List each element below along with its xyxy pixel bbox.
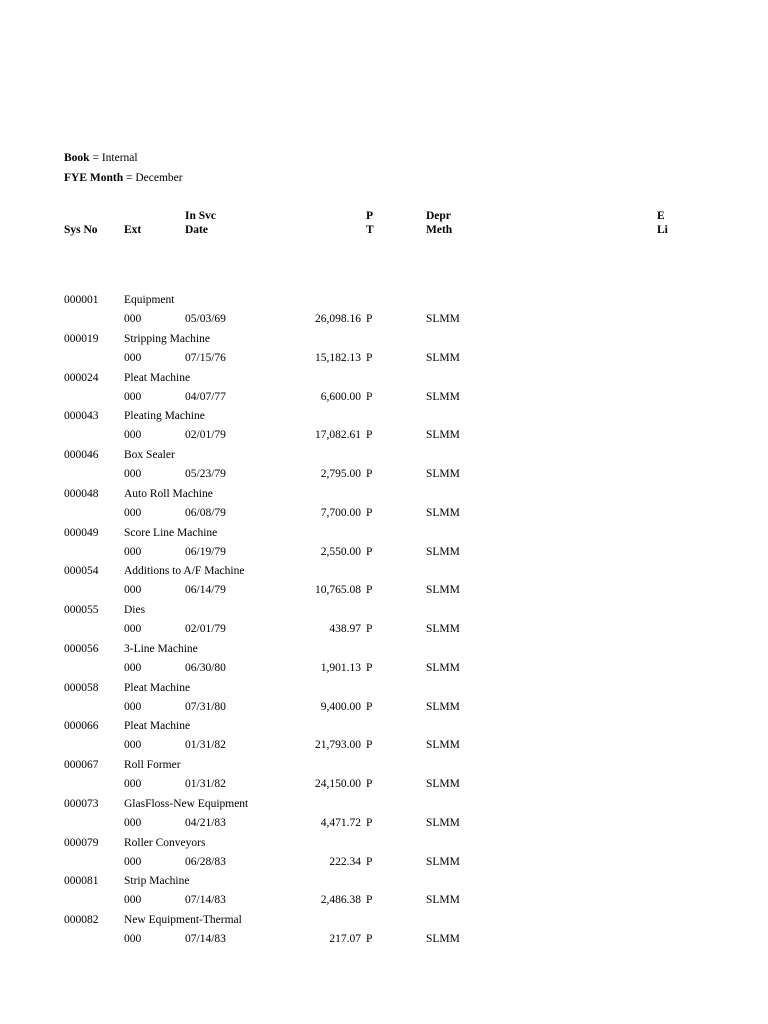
amount-cell: 2,486.38 <box>320 894 361 907</box>
amount-cell: 15,182.13 <box>315 351 361 364</box>
depr-method-cell: SLMM <box>426 778 460 790</box>
in-svc-date-cell: 06/14/79 <box>185 584 226 597</box>
amount-cell: 2,550.00 <box>320 545 361 558</box>
amount-cell: 4,471.72 <box>320 816 361 829</box>
amount-cell: 10,765.08 <box>315 584 361 597</box>
depr-method-cell: SLMM <box>426 584 460 597</box>
asset-list <box>0 292 768 951</box>
description-cell: New Equipment-Thermal <box>124 914 242 926</box>
property-type-cell: P <box>366 351 373 364</box>
depr-method-cell: SLMM <box>426 700 460 713</box>
ext-cell: 000 <box>124 933 142 945</box>
in-svc-date-cell: 07/14/83 <box>185 894 226 907</box>
amount-cell: 6,600.00 <box>320 390 361 403</box>
ext-cell: 000 <box>124 778 142 790</box>
description-cell: Stripping Machine <box>124 332 210 345</box>
depr-method-cell: SLMM <box>426 894 460 907</box>
header-est-life: E Li <box>657 210 668 236</box>
amount-cell: 222.34 <box>329 855 361 868</box>
in-svc-date-cell: 02/01/79 <box>185 429 226 442</box>
ext-cell: 000 <box>124 429 142 442</box>
fye-month-label: FYE Month <box>64 172 124 184</box>
ext-cell: 000 <box>124 545 142 558</box>
in-svc-date-cell: 06/19/79 <box>185 545 226 558</box>
sys-no-cell: 000048 <box>64 487 99 500</box>
sys-no-cell: 000046 <box>64 449 99 461</box>
property-type-cell: P <box>366 429 373 442</box>
property-type-cell: P <box>366 545 373 558</box>
property-type-cell: P <box>366 623 373 635</box>
description-cell: Equipment <box>124 294 175 306</box>
asset-row <box>0 486 768 525</box>
depr-method-cell: SLMM <box>426 390 460 403</box>
sys-no-cell: 000066 <box>64 720 99 733</box>
amount-cell: 2,795.00 <box>320 468 361 480</box>
asset-row <box>0 602 768 641</box>
description-cell: 3-Line Machine <box>124 642 198 655</box>
ext-cell: 000 <box>124 816 142 829</box>
depr-method-cell: SLMM <box>426 545 460 558</box>
fye-month-line <box>64 172 183 184</box>
description-cell: Additions to A/F Machine <box>124 565 245 578</box>
sys-no-cell: 000081 <box>64 875 99 888</box>
ext-cell: 000 <box>124 390 142 403</box>
sys-no-cell: 000082 <box>64 914 99 926</box>
sys-no-cell: 000067 <box>64 759 99 771</box>
sys-no-cell: 000058 <box>64 681 99 694</box>
property-type-cell: P <box>366 661 373 674</box>
description-cell: Pleat Machine <box>124 371 191 384</box>
description-cell: Auto Roll Machine <box>124 487 213 500</box>
asset-row <box>0 370 768 409</box>
asset-row <box>0 641 768 680</box>
description-cell: Roll Former <box>124 759 181 771</box>
header-property-type: P T <box>366 210 374 236</box>
property-type-cell: P <box>366 313 373 325</box>
depr-method-cell: SLMM <box>426 468 460 480</box>
fye-month-value: = December <box>123 172 183 184</box>
description-cell: Roller Conveyors <box>124 836 206 849</box>
asset-row <box>0 873 768 912</box>
in-svc-date-cell: 07/15/76 <box>185 351 226 364</box>
description-cell: Strip Machine <box>124 875 190 888</box>
ext-cell: 000 <box>124 739 142 752</box>
asset-row <box>0 835 768 874</box>
header-in-svc-date: In Svc Date <box>185 210 216 236</box>
depr-method-cell: SLMM <box>426 739 460 752</box>
in-svc-date-cell: 06/28/83 <box>185 855 226 868</box>
asset-row <box>0 563 768 602</box>
asset-row <box>0 757 768 796</box>
depr-method-cell: SLMM <box>426 313 460 325</box>
sys-no-cell: 000019 <box>64 332 99 345</box>
sys-no-cell: 000054 <box>64 565 99 578</box>
amount-cell: 26,098.16 <box>315 313 361 325</box>
in-svc-date-cell: 04/21/83 <box>185 816 226 829</box>
property-type-cell: P <box>366 506 373 519</box>
property-type-cell: P <box>366 778 373 790</box>
asset-row <box>0 718 768 757</box>
amount-cell: 1,901.13 <box>320 661 361 674</box>
ext-cell: 000 <box>124 855 142 868</box>
property-type-cell: P <box>366 468 373 480</box>
sys-no-cell: 000049 <box>64 526 99 539</box>
asset-row <box>0 525 768 564</box>
in-svc-date-cell: 01/31/82 <box>185 778 226 790</box>
amount-cell: 9,400.00 <box>320 700 361 713</box>
property-type-cell: P <box>366 700 373 713</box>
ext-cell: 000 <box>124 700 142 713</box>
ext-cell: 000 <box>124 661 142 674</box>
property-type-cell: P <box>366 894 373 907</box>
asset-row <box>0 447 768 486</box>
ext-cell: 000 <box>124 468 142 480</box>
in-svc-date-cell: 01/31/82 <box>185 739 226 752</box>
depr-method-cell: SLMM <box>426 623 460 635</box>
asset-row <box>0 680 768 719</box>
header-ext: Ext <box>124 224 142 236</box>
property-type-cell: P <box>366 933 373 945</box>
in-svc-date-cell: 04/07/77 <box>185 390 226 403</box>
in-svc-date-cell: 05/23/79 <box>185 468 226 480</box>
property-type-cell: P <box>366 855 373 868</box>
description-cell: Pleat Machine <box>124 681 191 694</box>
depr-method-cell: SLMM <box>426 661 460 674</box>
in-svc-date-cell: 02/01/79 <box>185 623 226 635</box>
asset-row <box>0 292 768 331</box>
depr-method-cell: SLMM <box>426 506 460 519</box>
asset-row <box>0 912 768 951</box>
in-svc-date-cell: 07/31/80 <box>185 700 226 713</box>
ext-cell: 000 <box>124 351 142 364</box>
ext-cell: 000 <box>124 313 142 325</box>
amount-cell: 438.97 <box>329 623 361 635</box>
ext-cell: 000 <box>124 894 142 907</box>
sys-no-cell: 000079 <box>64 836 99 849</box>
description-cell: Box Sealer <box>124 449 175 461</box>
ext-cell: 000 <box>124 506 142 519</box>
depr-method-cell: SLMM <box>426 816 460 829</box>
ext-cell: 000 <box>124 623 142 635</box>
property-type-cell: P <box>366 739 373 752</box>
description-cell: Dies <box>124 604 146 616</box>
amount-cell: 24,150.00 <box>315 778 361 790</box>
depr-method-cell: SLMM <box>426 933 460 945</box>
book-value: = Internal <box>89 152 138 164</box>
amount-cell: 217.07 <box>329 933 361 945</box>
ext-cell: 000 <box>124 584 142 597</box>
description-cell: GlasFloss-New Equipment <box>124 797 249 810</box>
depr-method-cell: SLMM <box>426 855 460 868</box>
property-type-cell: P <box>366 816 373 829</box>
description-cell: Score Line Machine <box>124 526 218 539</box>
in-svc-date-cell: 06/30/80 <box>185 661 226 674</box>
sys-no-cell: 000043 <box>64 410 99 423</box>
sys-no-cell: 000056 <box>64 642 99 655</box>
depr-method-cell: SLMM <box>426 351 460 364</box>
description-cell: Pleat Machine <box>124 720 191 733</box>
sys-no-cell: 000001 <box>64 294 99 306</box>
sys-no-cell: 000073 <box>64 797 99 810</box>
header-sys-no: Sys No <box>64 224 98 236</box>
property-type-cell: P <box>366 584 373 597</box>
asset-row <box>0 408 768 447</box>
sys-no-cell: 000055 <box>64 604 99 616</box>
book-label: Book <box>64 152 90 164</box>
description-cell: Pleating Machine <box>124 410 205 423</box>
depr-method-cell: SLMM <box>426 429 460 442</box>
property-type-cell: P <box>366 390 373 403</box>
in-svc-date-cell: 06/08/79 <box>185 506 226 519</box>
header-depr-meth: Depr Meth <box>426 210 453 236</box>
in-svc-date-cell: 07/14/83 <box>185 933 226 945</box>
asset-row <box>0 331 768 370</box>
in-svc-date-cell: 05/03/69 <box>185 313 226 325</box>
amount-cell: 7,700.00 <box>320 506 361 519</box>
asset-row <box>0 796 768 835</box>
amount-cell: 21,793.00 <box>315 739 361 752</box>
amount-cell: 17,082.61 <box>315 429 361 442</box>
sys-no-cell: 000024 <box>64 371 99 384</box>
book-line <box>64 152 138 164</box>
